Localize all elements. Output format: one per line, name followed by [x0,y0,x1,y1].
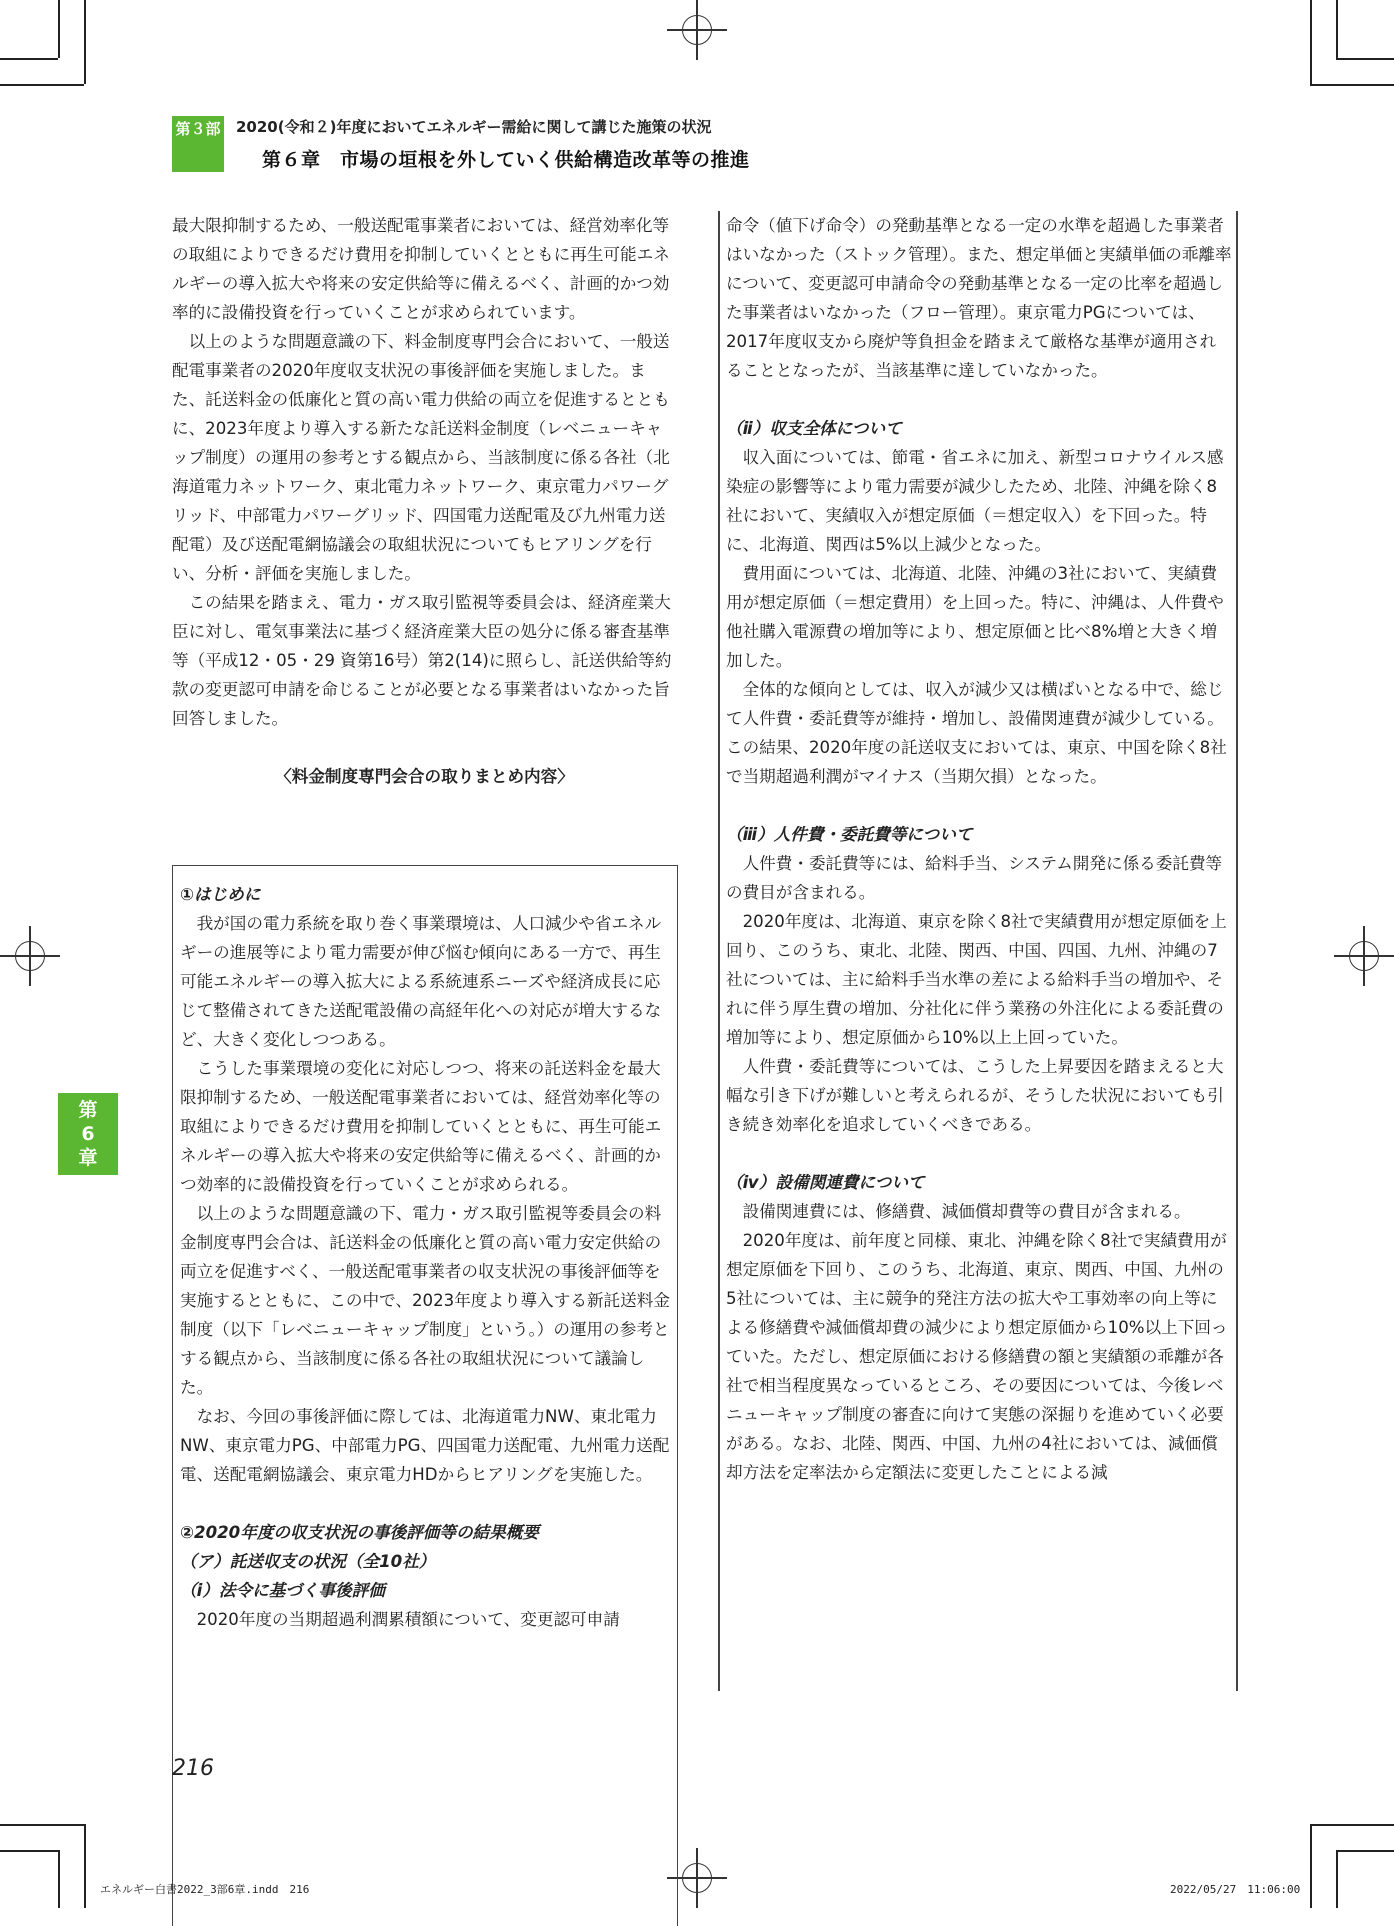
paragraph: 2020年度の当期超過利潤累積額について、変更認可申請 [196,1610,620,1629]
box-frame-left [718,211,720,1691]
paragraph: 2020年度は、前年度と同様、東北、沖縄を除く8社で実績費用が想定原価を下回り、このうち、北海道、東京、関西、中国、九州の5社については、主に競争的発注方法の拡大や工事効率の向上等による修繕費や減価償却費の減少により想定原価から10%以上下回っていた。ただし、想定原価における修繕費の額と実績額の乖離が各社で相当程度異なっているところ、その要因については、今後レベニューキャップ制度の審査に向けて実態の深掘りを進めていく必要がある。なお、北陸、関西、中国、九州の4社においては、減価償却方法を定率法から定額法に変更したことによる減 [726,1231,1228,1482]
paragraph: 設備関連費には、修繕費、減価償却費等の費目が含まれる。 [742,1202,1191,1221]
paragraph: 2020年度は、北海道、東京を除く8社で実績費用が想定原価を上回り、このうち、東北、北陸、関西、中国、四国、九州、沖縄の7社については、主に給料手当水準の差による給料手当の増加や、それに伴う厚生費の増加、分社化に伴う業務の外注化による委託費の増加等により、想定原価から10%以上上回っていた。 [726,912,1227,1047]
part-badge: 第３部 [172,116,224,140]
crop-mark [58,1850,60,1908]
paragraph: 命令（値下げ命令）の発動基準となる一定の水準を超過した事業者はいなかった（ストック管理）。また、想定単価と実績単価の乖離率について、変更認可申請命令の発動基準となる一定の比率を超過した事業者はいなかった（フロー管理）。東京電力PGについては、2017年度収支から廃炉等負担金を踏まえて厳格な基準が適用されることとなったが、当該基準に達していなかった。 [726,216,1232,380]
side-tab-line: 第 [78,1099,98,1121]
paragraph: 全体的な傾向としては、収入が減少又は横ばいとなる中で、総じて人件費・委託費等が維持・増加し、設備関連費が減少している。この結果、2020年度の託送収支においては、東京、中国を除く8社で当期超過利潤がマイナス（当期欠損）となった。 [726,680,1227,786]
side-tab-line: 章 [78,1147,98,1169]
registration-mark-right [1334,926,1394,986]
crop-mark [1336,58,1394,60]
crop-mark [1310,1824,1312,1908]
section-heading: （ⅱ）収支全体について [726,419,902,438]
section-heading: （ⅳ）設備関連費について [726,1173,925,1192]
section-heading: （ア）託送収支の状況（全10社） [180,1552,436,1571]
paragraph: 人件費・委託費等には、給料手当、システム開発に係る委託費等の費目が含まれる。 [726,854,1223,902]
crop-mark [1310,84,1394,86]
crop-mark [84,0,86,84]
crop-mark [0,58,58,60]
paragraph: この結果を踏まえ、電力・ガス取引監視等委員会は、経済産業大臣に対し、電気事業法に基づく経済産業大臣の処分に係る審査基準等（平成12・05・29 資第16号）第2(14)に照らし、託送供給等約款の変更認可申請を命じることが必要となる事業者はいなかった旨回答しました。 [172,593,672,728]
right-column [726,211,1232,1487]
section-heading: （ⅰ）法令に基づく事後評価 [180,1581,385,1600]
section-heading: ①はじめに [180,885,261,904]
paragraph: 以上のような問題意識の下、料金制度専門会合において、一般送配電事業者の2020年度収支状況の事後評価を実施しました。また、託送料金の低廉化と質の高い電力供給の両立を促進するとともに、2023年度より導入する新たな託送料金制度（レベニューキャップ制度）の運用の参考とする観点から、当該制度に係る各社（北海道電力ネットワーク、東北電力ネットワーク、東京電力パワーグリッド、中部電力パワーグリッド、四国電力送配電及び九州電力送配電）及び送配電網協議会の取組状況についてもヒアリングを行い、分析・評価を実施しました。 [172,332,670,583]
crop-mark [58,0,60,58]
part-accent-bar [172,140,224,172]
footer-timestamp: 2022/05/27 11:06:00 [1170,1883,1301,1896]
left-column [172,211,677,805]
crop-mark [0,84,84,86]
side-tab-line: 6 [81,1123,95,1145]
chapter-side-tab [58,1093,118,1175]
registration-mark-left [0,926,60,986]
crop-mark [1310,0,1312,84]
chapter-title: 第６章 市場の垣根を外していく供給構造改革等の推進 [262,149,750,171]
section-heading: ②2020年度の収支状況の事後評価等の結果概要 [180,1523,539,1542]
section-heading: （ⅲ）人件費・委託費等について [726,825,973,844]
crop-mark [0,1850,58,1852]
paragraph: 我が国の電力系統を取り巻く事業環境は、人口減少や省エネルギーの進展等により電力需要が伸び悩む傾向にある一方で、再生可能エネルギーの導入拡大による系統連系ニーズや経済成長に応じて整備されてきた送配電設備の高経年化への対応が増大するなど、大きく変化しつつある。 [180,914,662,1049]
footer-filename: エネルギー白書2022_3部6章.indd 216 [100,1883,310,1896]
paragraph: こうした事業環境の変化に対応しつつ、将来の託送料金を最大限抑制するため、一般送配電事業者においては、経営効率化等の取組によりできるだけ費用を抑制していくとともに、再生可能エネルギーの導入拡大や将来の安定供給等に備えるべく、計画的かつ効率的に設備投資を行っていくことが求められる。 [180,1059,662,1194]
summary-box-content [180,880,670,1634]
crop-mark [84,1824,86,1908]
part-title: 2020(令和２)年度においてエネルギー需給に関して講じた施策の状況 [236,118,712,136]
page-number: 216 [172,1756,214,1781]
crop-mark [0,1824,84,1826]
crop-mark [1310,1824,1394,1826]
paragraph: 費用面については、北海道、北陸、沖縄の3社において、実績費用が想定原価（＝想定費用）を上回った。特に、沖縄は、人件費や他社購入電源費の増加等により、想定原価と比べ8%増と大きく増加した。 [726,564,1224,670]
box-heading: 〈料金制度専門会合の取りまとめ内容〉 [275,767,574,786]
paragraph: なお、今回の事後評価に際しては、北海道電力NW、東北電力NW、東京電力PG、中部電力PG、四国電力送配電、九州電力送配電、送配電網協議会、東京電力HDからヒアリングを実施した。 [180,1407,670,1484]
paragraph: 以上のような問題意識の下、電力・ガス取引監視等委員会の料金制度専門会合は、託送料金の低廉化と質の高い電力安定供給の両立を促進すべく、一般送配電事業者の収支状況の事後評価等を実施するとともに、この中で、2023年度より導入する新託送料金制度（以下「レベニューキャップ制度」という。）の運用の参考とする観点から、当該制度に係る各社の取組状況について議論した。 [180,1204,670,1397]
paragraph: 収入面については、節電・省エネに加え、新型コロナウイルス感染症の影響等により電力需要が減少したため、北陸、沖縄を除く8社において、実績収入が想定原価（＝想定収入）を下回った。特に、北海道、関西は5%以上減少となった。 [726,448,1224,554]
crop-mark [1336,1850,1394,1852]
crop-mark [1336,0,1338,58]
paragraph: 人件費・委託費等については、こうした上昇要因を踏まえると大幅な引き下げが難しいと考えられるが、そうした状況においても引き続き効率化を追求していくべきである。 [726,1057,1224,1134]
paragraph: 最大限抑制するため、一般送配電事業者においては、経営効率化等の取組によりできるだけ費用を抑制していくとともに再生可能エネルギーの導入拡大や将来の安定供給等に備えるべく、計画的かつ効率的に設備投資を行っていくことが求められています。 [172,216,670,322]
crop-mark [1336,1850,1338,1908]
box-frame-right [1236,211,1238,1691]
registration-mark-top [667,0,727,60]
